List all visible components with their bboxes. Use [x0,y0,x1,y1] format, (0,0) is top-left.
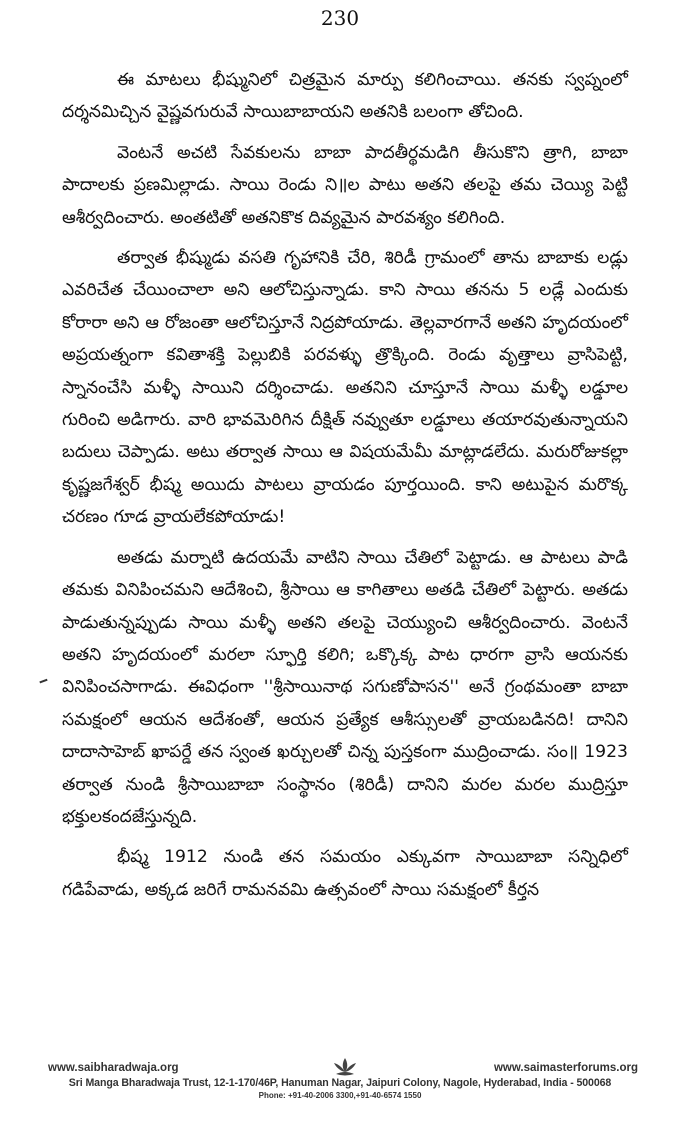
body-text [62,64,628,906]
footer-links-row [48,1062,638,1078]
paragraph-2: వెంటనే అచటి సేవకులను బాబా పాదతీర్థమడిగి తీసుకొని త్రాగి, బాబా పాదాలకు ప్రణమిల్లాడు. సాయి రెండు ని॥ల పాటు అతని తలపై తమ చెయ్యి పెట్టి ఆశీర్వదించారు. అంతటితో అతనికొక దివ్యమైన పారవశ్యం కలిగింది. [62,142,628,228]
stray-mark [39,679,48,686]
website-left-link[interactable]: www.saibharadwaja.org [48,1062,179,1074]
footer-phone: Phone: +91-40-2006 3300,+91-40-6574 1550 [258,1091,422,1100]
website-right-link[interactable]: www.saimasterforums.org [493,1062,638,1074]
page-number: 230 [320,6,360,30]
lotus-emblem-icon [330,1056,360,1078]
footer-address: Sri Manga Bharadwaja Trust, 12-1-170/46P, Hanuman Nagar, Jaipuri Colony, Nagole, Hyderabad, India - 500068 [68,1077,612,1089]
paragraph-4: అతడు మర్నాటి ఉదయమే వాటిని సాయి చేతిలో పెట్టాడు. ఆ పాటలు పాడి తమకు వినిపించమని ఆదేశించి, శ్రీసాయి ఆ కాగితాలు అతడి చేతిలో పెట్టారు. అతడు పాడుతున్నప్పుడు సాయి మళ్ళీ అతని తలపై చెయ్యుంచి ఆశీర్వదించారు. వెంటనే అతని హృదయంలో మరలా స్ఫూర్తి కలిగి; ఒక్కొక్క పాట ధారగా వ్రాసి ఆయనకు వినిపించసాగాడు. ఈవిధంగా ''శ్రీసాయినాథ సగుణోపాసన'' అనే గ్రంథమంతా బాబా సమక్షంలో ఆయన ఆదేశంతో, ఆయన ప్రత్యేక ఆశీస్సులతో వ్రాయబడినది! దానిని దాదాసాహెబ్ ఖాపర్డే తన స్వంత ఖర్చులతో చిన్న పుస్తకంగా ముద్రించాడు. సం॥ 1923 తర్వాత నుండి శ్రీసాయిబాబా సంస్థానం (శిరిడీ) దానిని మరల మరల ముద్రిస్తూ భక్తులకందజేస్తున్నది. [62,547,628,827]
footer [0,1062,680,1122]
paragraph-3: తర్వాత భీష్ముడు వసతి గృహానికి చేరి, శిరిడీ గ్రామంలో తాను బాబాకు లడ్లు ఎవరిచేత చేయించాలా అని ఆలోచిస్తున్నాడు. కాని సాయి తనను 5 లడ్లే ఎందుకు కోరారా అని ఆ రోజంతా ఆలోచిస్తూనే నిద్రపోయాడు. తెల్లవారగానే అతని హృదయంలో అప్రయత్నంగా కవితాశక్తి పెల్లుబికి పరవళ్ళు త్రొక్కింది. రెండు వృత్తాలు వ్రాసిపెట్టి, స్నానంచేసి మళ్ళీ సాయిని దర్శించాడు. అతనిని చూస్తూనే సాయి మళ్ళీ లడ్డూల గురించి అడిగారు. వారి భావమెరిగిన దీక్షిత్ నవ్వుతూ లడ్డూలు తయారవుతున్నాయని బదులు చెప్పాడు. అటు తర్వాత సాయి ఆ విషయమేమీ మాట్లాడలేదు. మరురోజుకల్లా కృష్ణజగేశ్వర్ భీష్మ అయిదు పాటలు వ్రాయడం పూర్తయింది. కాని అటుపైన మరొక్క చరణం గూడ వ్రాయలేకపోయాడు! [62,248,628,528]
paragraph-1: ఈ మాటలు భీష్మునిలో చిత్రమైన మార్పు కలిగించాయి. తనకు స్వప్నంలో దర్శనమిచ్చిన వైష్ణవగురువే సాయిబాబాయని అతనికి బలంగా తోచింది. [62,70,628,123]
paragraph-5: భీష్మ 1912 నుండి తన సమయం ఎక్కువగా సాయిబాబా సన్నిధిలో గడిపేవాడు, అక్కడ జరిగే రామనవమి ఉత్సవంలో సాయి సమక్షంలో కీర్తన [62,847,628,900]
